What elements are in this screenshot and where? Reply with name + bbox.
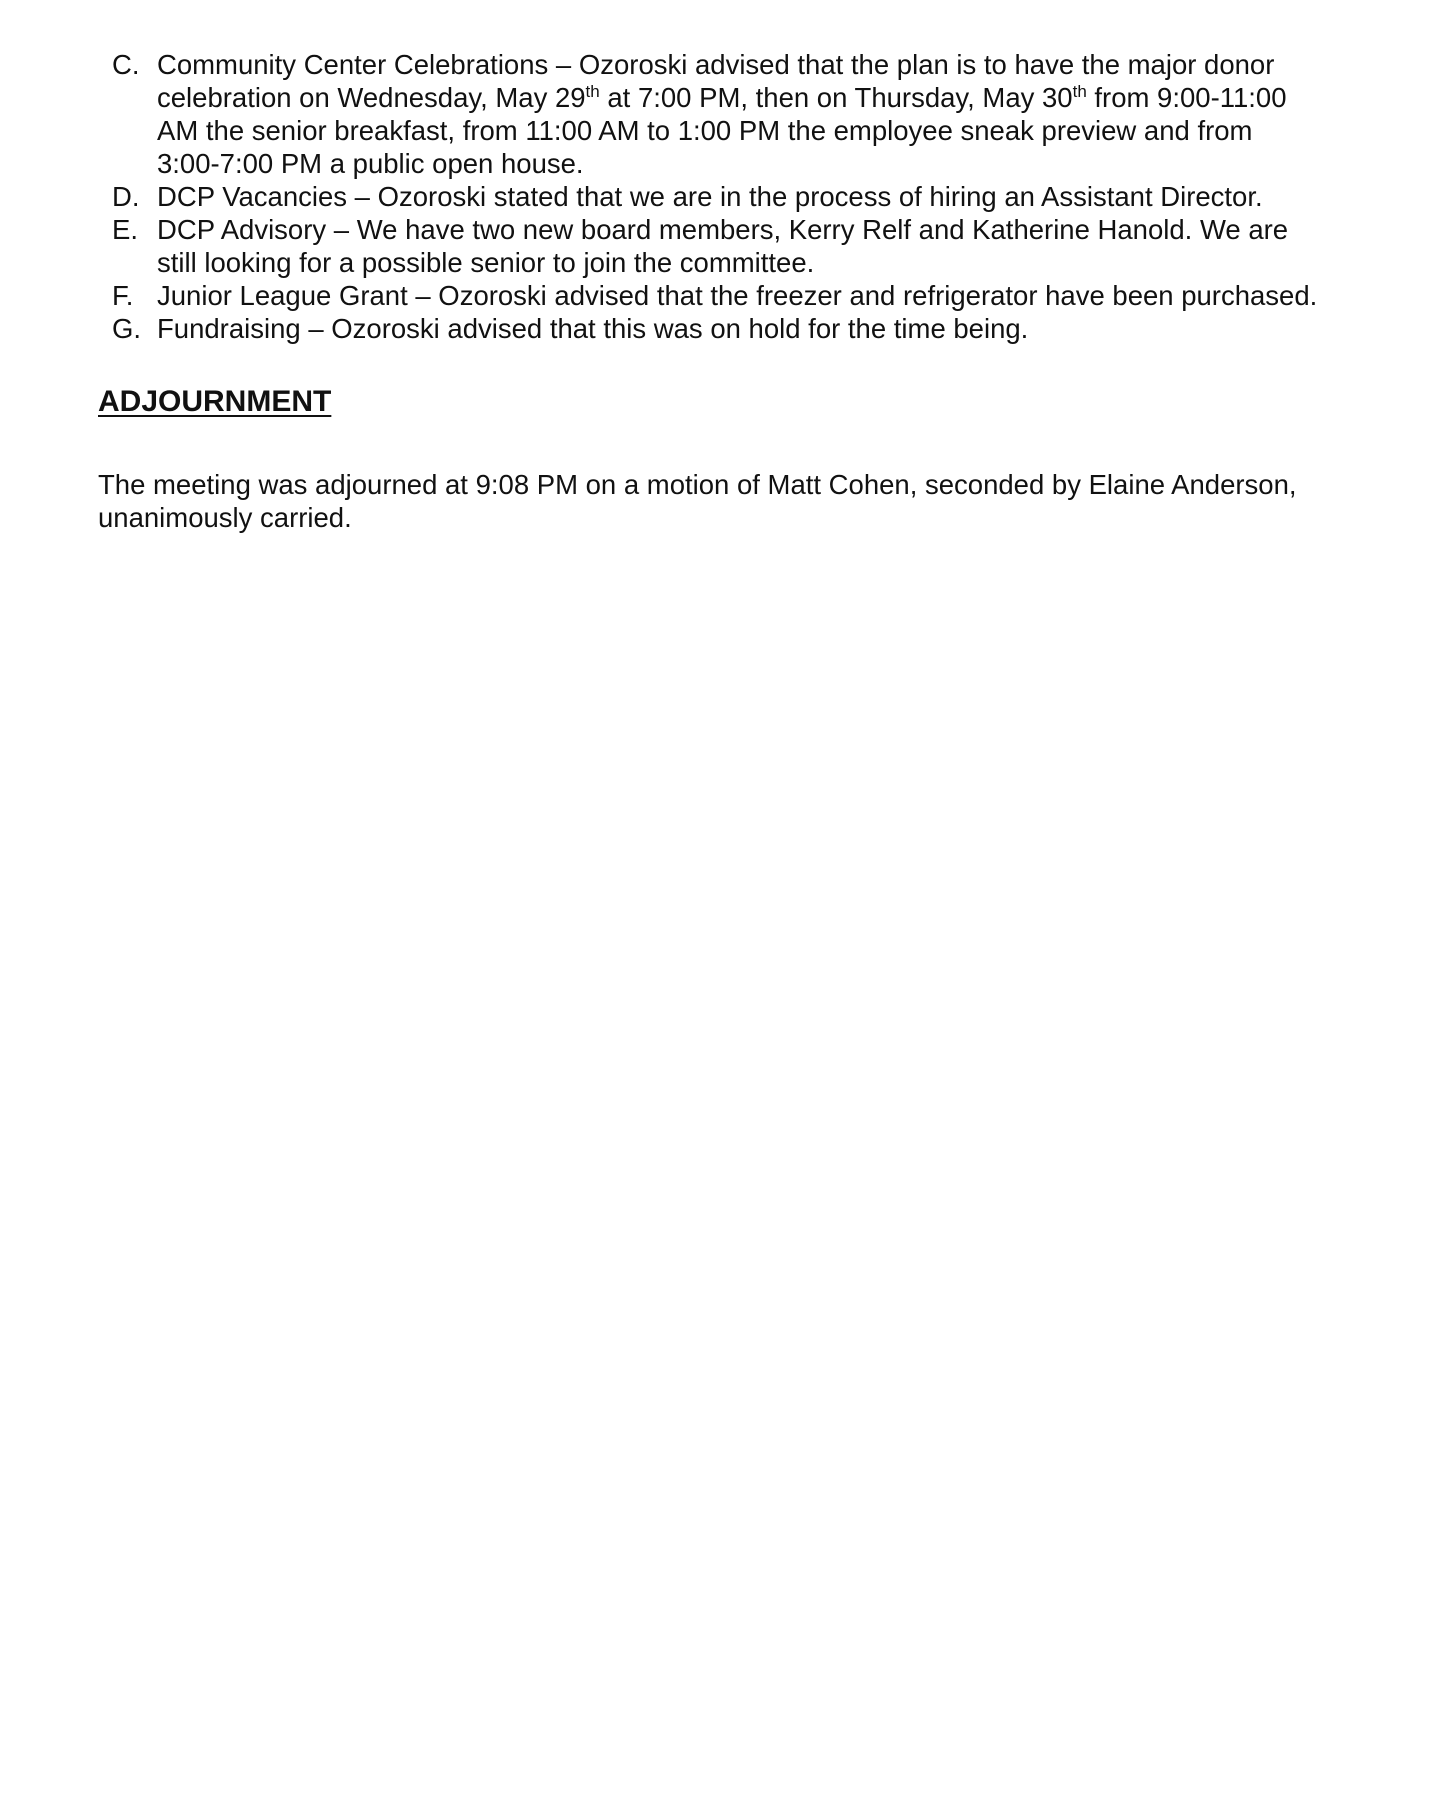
list-item-text: Fundraising – Ozoroski advised that this was on hold for the time being. — [157, 313, 1029, 344]
text-line: 3:00-7:00 PM a public open house. — [157, 148, 584, 179]
text-line: AM the senior breakfast, from 11:00 AM to 1:00 PM the employee sneak preview and from — [157, 115, 1253, 146]
text-line: DCP Advisory – We have two new board members, Kerry Relf and Katherine Hanold. We are — [157, 214, 1289, 245]
list-item-e — [112, 213, 1392, 279]
text-line: unanimously carried. — [98, 502, 352, 533]
list-item-g — [112, 312, 1392, 345]
adjournment-paragraph — [98, 468, 1388, 534]
agenda-list — [112, 48, 1392, 345]
list-item-d — [112, 180, 1392, 213]
text-line: at 7:00 PM, then on Thursday, May 30 — [599, 82, 1073, 113]
text-line: Community Center Celebrations – Ozoroski advised that the plan is to have the major donor — [157, 49, 1275, 80]
text-line: still looking for a possible senior to join the committee. — [157, 247, 815, 278]
text-line: The meeting was adjourned at 9:08 PM on a motion of Matt Cohen, seconded by Elaine Anderson, — [98, 469, 1297, 500]
list-item-text: DCP Vacancies – Ozoroski stated that we are in the process of hiring an Assistant Director. — [157, 181, 1263, 212]
list-marker: E. — [112, 214, 138, 245]
list-marker: G. — [112, 313, 142, 344]
list-item-text: Junior League Grant – Ozoroski advised that the freezer and refrigerator have been purchased. — [157, 280, 1318, 311]
list-marker: F. — [112, 280, 134, 311]
list-item-c — [112, 48, 1392, 180]
list-item-f — [112, 279, 1392, 312]
ordinal-suffix: th — [585, 82, 600, 101]
ordinal-suffix: th — [1072, 82, 1087, 101]
text-line: from 9:00-11:00 — [1086, 82, 1287, 113]
list-marker: D. — [112, 181, 140, 212]
text-line: celebration on Wednesday, May 29 — [157, 82, 586, 113]
adjournment-heading: ADJOURNMENT — [98, 385, 332, 418]
list-marker: C. — [112, 49, 140, 80]
list-item-text — [157, 48, 1392, 180]
list-item-text — [157, 213, 1392, 279]
